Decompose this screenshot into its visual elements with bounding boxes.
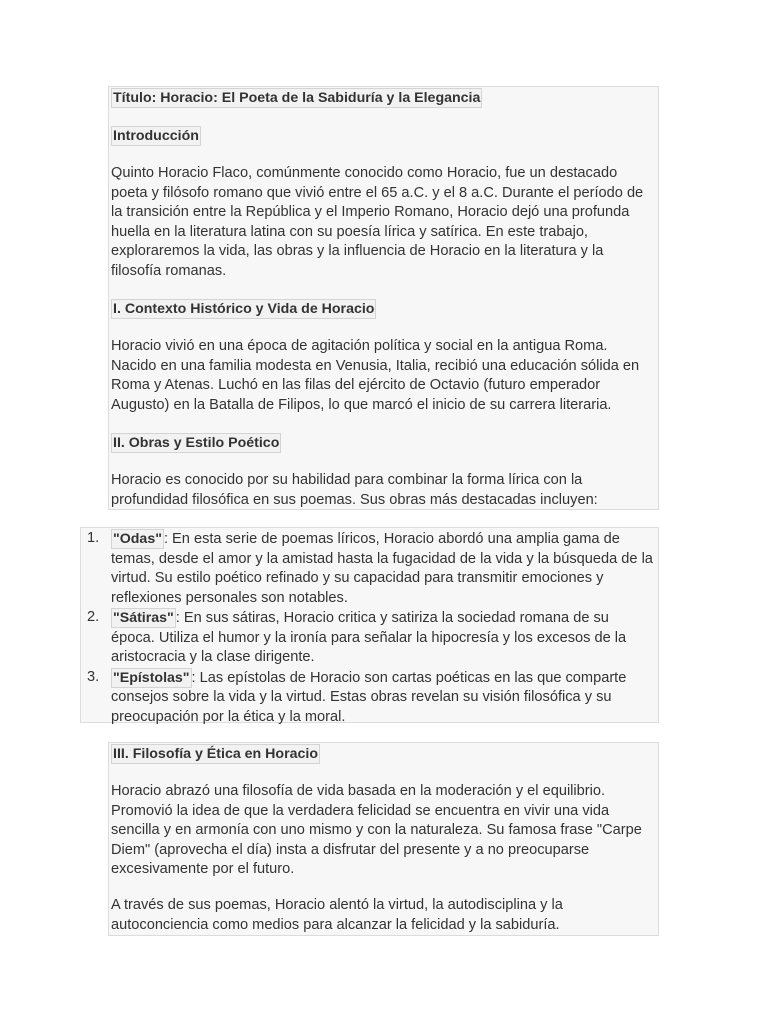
section1-paragraph: Horacio vivió en una época de agitación política y social en la antigua Roma. Nacido en una familia modesta en Venusia, Italia, recibió una educación sólida en Roma y Atenas. Luchó en las filas del ejército de Octavio (futuro emperador Augusto) en la Batalla de Filipos, lo que marcó el inicio de su carrera literaria. — [111, 338, 640, 413]
section3-paragraph-2: A través de sus poemas, Horacio alentó la virtud, la autodisciplina y la autoconciencia como medios para alcanzar la felicidad y la sabiduría. — [111, 897, 563, 933]
work-title: "Odas" — [113, 531, 162, 547]
list-item — [81, 668, 656, 728]
list-number: 3. — [87, 668, 100, 685]
section2-heading: II. Obras y Estilo Poético — [113, 435, 280, 451]
document-block-philosophy — [108, 742, 659, 936]
document-block-intro — [108, 86, 659, 510]
document-block-works — [80, 527, 659, 723]
intro-heading: Introducción — [113, 128, 199, 144]
work-title: "Epístolas" — [113, 669, 190, 686]
section1-heading: I. Contexto Histórico y Vida de Horacio — [113, 301, 375, 317]
work-description: : En sus sátiras, Horacio critica y satiriza la sociedad romana de su época. Utiliza el humor y la ironía para señalar la hipocresía y los excesos de la aristocracia y la clase dirigente. — [111, 610, 627, 665]
list-number: 1. — [87, 530, 100, 546]
section3-paragraph-1: Horacio abrazó una filosofía de vida basada en la moderación y el equilibrio. Promovió la idea de que la verdadera felicidad se encuentra en vivir una vida sencilla y en armonía con uno mismo y con la naturaleza. Su famosa frase "Carpe Diem" (aprovecha el día) insta a disfrutar del presente y a no preocuparse excesivamente por el futuro. — [111, 783, 642, 877]
list-number: 2. — [87, 609, 100, 625]
document-title: Título: Horacio: El Poeta de la Sabiduría y la Elegancia — [113, 90, 481, 106]
work-description: : Las epístolas de Horacio son cartas poéticas en las que comparte consejos sobre la vida y la virtud. Estas obras revelan su visión filosófica y su preocupación por la ética y la moral. — [111, 669, 627, 725]
list-item — [81, 608, 656, 668]
list-item — [81, 529, 656, 608]
section2-paragraph: Horacio es conocido por su habilidad para combinar la forma lírica con la profundidad filosófica en sus poemas. Sus obras más destacadas incluyen: — [111, 472, 598, 508]
intro-paragraph: Quinto Horacio Flaco, comúnmente conocido como Horacio, fue un destacado poeta y filósofo romano que vivió entre el 65 a.C. y el 8 a.C. Durante el período de la transición entre la República y el Imperio Romano, Horacio dejó una profunda huella en la literatura latina con su poesía lírica y satírica. En este trabajo, exploraremos la vida, las obras y la influencia de Horacio en la literatura y la filosofía romanas. — [111, 165, 644, 279]
work-title: "Sátiras" — [113, 610, 174, 626]
section3-heading: III. Filosofía y Ética en Horacio — [113, 746, 318, 762]
works-list — [81, 529, 656, 727]
work-description: : En esta serie de poemas líricos, Horacio abordó una amplia gama de temas, desde el amor y la amistad hasta la fugacidad de la vida y la búsqueda de la virtud. Su estilo poético refinado y su capacidad para transmitir emociones y reflexiones personales son notables. — [111, 531, 653, 606]
